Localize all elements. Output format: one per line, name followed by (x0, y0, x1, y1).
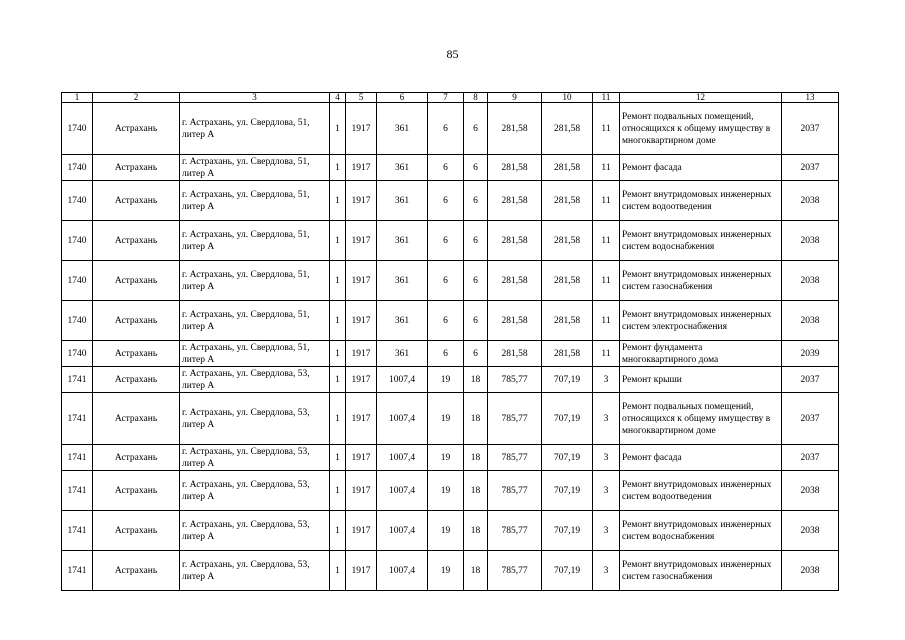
col8-cell: 6 (464, 221, 488, 261)
work-type-cell: Ремонт внутридомовых инженерных систем газоснабжения (620, 261, 782, 301)
col8-cell: 18 (464, 445, 488, 471)
year-built-cell: 1917 (346, 367, 377, 393)
col8-cell: 6 (464, 181, 488, 221)
col7-cell: 6 (428, 181, 464, 221)
col7-cell: 19 (428, 471, 464, 511)
table-row (62, 471, 839, 511)
address-cell: г. Астрахань, ул. Свердлова, 51, литер А (180, 221, 330, 261)
municipality-cell: Астрахань (93, 103, 180, 155)
address-cell: г. Астрахань, ул. Свердлова, 51, литер А (180, 155, 330, 181)
col11-cell: 3 (593, 445, 620, 471)
col9-cell: 281,58 (488, 181, 542, 221)
work-type-cell: Ремонт внутридомовых инженерных систем водоотведения (620, 471, 782, 511)
col4-cell: 1 (330, 301, 346, 341)
table-row (62, 341, 839, 367)
total-area-cell: 1007,4 (377, 471, 428, 511)
address-cell: г. Астрахань, ул. Свердлова, 51, литер А (180, 261, 330, 301)
column-number: 1 (62, 93, 93, 103)
year-built-cell: 1917 (346, 511, 377, 551)
work-type-cell: Ремонт подвальных помещений, относящихся к общему имуществу в многоквартирном доме (620, 103, 782, 155)
col8-cell: 18 (464, 393, 488, 445)
work-type-cell: Ремонт внутридомовых инженерных систем водоснабжения (620, 221, 782, 261)
planned-year-cell: 2037 (782, 103, 839, 155)
work-type-cell: Ремонт подвальных помещений, относящихся к общему имуществу в многоквартирном доме (620, 393, 782, 445)
table-row (62, 511, 839, 551)
total-area-cell: 1007,4 (377, 367, 428, 393)
municipality-cell: Астрахань (93, 261, 180, 301)
object-id-cell: 1741 (62, 393, 93, 445)
col11-cell: 3 (593, 393, 620, 445)
planned-year-cell: 2038 (782, 471, 839, 511)
work-type-cell: Ремонт фасада (620, 155, 782, 181)
col9-cell: 785,77 (488, 393, 542, 445)
total-area-cell: 361 (377, 221, 428, 261)
object-id-cell: 1740 (62, 301, 93, 341)
year-built-cell: 1917 (346, 103, 377, 155)
object-id-cell: 1741 (62, 367, 93, 393)
col9-cell: 785,77 (488, 445, 542, 471)
col10-cell: 281,58 (542, 181, 593, 221)
object-id-cell: 1740 (62, 155, 93, 181)
object-id-cell: 1741 (62, 551, 93, 591)
col4-cell: 1 (330, 155, 346, 181)
planned-year-cell: 2037 (782, 155, 839, 181)
planned-year-cell: 2037 (782, 367, 839, 393)
col9-cell: 785,77 (488, 551, 542, 591)
total-area-cell: 361 (377, 261, 428, 301)
col11-cell: 11 (593, 103, 620, 155)
year-built-cell: 1917 (346, 301, 377, 341)
object-id-cell: 1741 (62, 445, 93, 471)
object-id-cell: 1740 (62, 181, 93, 221)
col4-cell: 1 (330, 445, 346, 471)
col7-cell: 6 (428, 221, 464, 261)
col10-cell: 707,19 (542, 393, 593, 445)
col7-cell: 19 (428, 393, 464, 445)
object-id-cell: 1740 (62, 261, 93, 301)
col11-cell: 11 (593, 181, 620, 221)
col4-cell: 1 (330, 221, 346, 261)
municipality-cell: Астрахань (93, 301, 180, 341)
work-type-cell: Ремонт фундамента многоквартирного дома (620, 341, 782, 367)
col11-cell: 3 (593, 511, 620, 551)
address-cell: г. Астрахань, ул. Свердлова, 51, литер А (180, 301, 330, 341)
col9-cell: 281,58 (488, 261, 542, 301)
col8-cell: 18 (464, 511, 488, 551)
column-number: 7 (428, 93, 464, 103)
planned-year-cell: 2037 (782, 393, 839, 445)
col7-cell: 6 (428, 261, 464, 301)
column-number: 11 (593, 93, 620, 103)
column-number: 4 (330, 93, 346, 103)
col4-cell: 1 (330, 471, 346, 511)
col7-cell: 19 (428, 511, 464, 551)
table-row (62, 551, 839, 591)
column-number: 13 (782, 93, 839, 103)
table-row (62, 155, 839, 181)
year-built-cell: 1917 (346, 393, 377, 445)
column-number: 8 (464, 93, 488, 103)
col9-cell: 281,58 (488, 341, 542, 367)
col8-cell: 6 (464, 155, 488, 181)
col4-cell: 1 (330, 367, 346, 393)
address-cell: г. Астрахань, ул. Свердлова, 53, литер А (180, 445, 330, 471)
address-cell: г. Астрахань, ул. Свердлова, 53, литер А (180, 393, 330, 445)
col9-cell: 785,77 (488, 471, 542, 511)
col11-cell: 3 (593, 551, 620, 591)
col8-cell: 6 (464, 103, 488, 155)
col4-cell: 1 (330, 393, 346, 445)
object-id-cell: 1740 (62, 341, 93, 367)
col7-cell: 6 (428, 301, 464, 341)
table-row (62, 103, 839, 155)
col11-cell: 11 (593, 221, 620, 261)
planned-year-cell: 2038 (782, 301, 839, 341)
col4-cell: 1 (330, 181, 346, 221)
col8-cell: 6 (464, 341, 488, 367)
address-cell: г. Астрахань, ул. Свердлова, 51, литер А (180, 103, 330, 155)
address-cell: г. Астрахань, ул. Свердлова, 51, литер А (180, 341, 330, 367)
col7-cell: 6 (428, 155, 464, 181)
year-built-cell: 1917 (346, 155, 377, 181)
year-built-cell: 1917 (346, 261, 377, 301)
address-cell: г. Астрахань, ул. Свердлова, 53, литер А (180, 367, 330, 393)
table-row (62, 301, 839, 341)
column-number: 6 (377, 93, 428, 103)
total-area-cell: 361 (377, 103, 428, 155)
work-type-cell: Ремонт внутридомовых инженерных систем газоснабжения (620, 551, 782, 591)
table-row (62, 181, 839, 221)
col9-cell: 281,58 (488, 221, 542, 261)
table-row (62, 221, 839, 261)
col4-cell: 1 (330, 341, 346, 367)
object-id-cell: 1740 (62, 221, 93, 261)
col10-cell: 707,19 (542, 551, 593, 591)
table-row (62, 393, 839, 445)
col7-cell: 19 (428, 367, 464, 393)
municipality-cell: Астрахань (93, 367, 180, 393)
col8-cell: 18 (464, 471, 488, 511)
municipality-cell: Астрахань (93, 221, 180, 261)
col7-cell: 6 (428, 341, 464, 367)
col11-cell: 11 (593, 155, 620, 181)
table-row (62, 445, 839, 471)
municipality-cell: Астрахань (93, 511, 180, 551)
address-cell: г. Астрахань, ул. Свердлова, 51, литер А (180, 181, 330, 221)
total-area-cell: 361 (377, 341, 428, 367)
col11-cell: 11 (593, 341, 620, 367)
col10-cell: 281,58 (542, 221, 593, 261)
page-number: 85 (446, 47, 459, 61)
total-area-cell: 1007,4 (377, 445, 428, 471)
col10-cell: 281,58 (542, 301, 593, 341)
column-number: 3 (180, 93, 330, 103)
col9-cell: 785,77 (488, 367, 542, 393)
column-number: 5 (346, 93, 377, 103)
col8-cell: 6 (464, 301, 488, 341)
col9-cell: 281,58 (488, 103, 542, 155)
work-type-cell: Ремонт фасада (620, 445, 782, 471)
planned-year-cell: 2039 (782, 341, 839, 367)
total-area-cell: 1007,4 (377, 393, 428, 445)
col10-cell: 707,19 (542, 445, 593, 471)
column-number: 12 (620, 93, 782, 103)
year-built-cell: 1917 (346, 181, 377, 221)
total-area-cell: 361 (377, 181, 428, 221)
column-number: 9 (488, 93, 542, 103)
col9-cell: 281,58 (488, 155, 542, 181)
total-area-cell: 1007,4 (377, 551, 428, 591)
col7-cell: 19 (428, 551, 464, 591)
col10-cell: 281,58 (542, 341, 593, 367)
col11-cell: 3 (593, 367, 620, 393)
work-type-cell: Ремонт внутридомовых инженерных систем водоснабжения (620, 511, 782, 551)
col4-cell: 1 (330, 551, 346, 591)
column-number: 10 (542, 93, 593, 103)
col4-cell: 1 (330, 103, 346, 155)
column-number: 2 (93, 93, 180, 103)
work-type-cell: Ремонт внутридомовых инженерных систем водоотведения (620, 181, 782, 221)
table-row (62, 261, 839, 301)
col4-cell: 1 (330, 261, 346, 301)
col10-cell: 707,19 (542, 511, 593, 551)
col8-cell: 18 (464, 551, 488, 591)
object-id-cell: 1741 (62, 511, 93, 551)
col10-cell: 281,58 (542, 103, 593, 155)
year-built-cell: 1917 (346, 221, 377, 261)
register-table (61, 92, 839, 591)
municipality-cell: Астрахань (93, 155, 180, 181)
col4-cell: 1 (330, 511, 346, 551)
col7-cell: 19 (428, 445, 464, 471)
col10-cell: 707,19 (542, 367, 593, 393)
col9-cell: 281,58 (488, 301, 542, 341)
planned-year-cell: 2038 (782, 221, 839, 261)
col10-cell: 281,58 (542, 155, 593, 181)
municipality-cell: Астрахань (93, 341, 180, 367)
year-built-cell: 1917 (346, 471, 377, 511)
col11-cell: 11 (593, 301, 620, 341)
col8-cell: 6 (464, 261, 488, 301)
table-row (62, 367, 839, 393)
municipality-cell: Астрахань (93, 445, 180, 471)
planned-year-cell: 2038 (782, 181, 839, 221)
year-built-cell: 1917 (346, 341, 377, 367)
col8-cell: 18 (464, 367, 488, 393)
object-id-cell: 1741 (62, 471, 93, 511)
total-area-cell: 1007,4 (377, 511, 428, 551)
municipality-cell: Астрахань (93, 181, 180, 221)
column-number-row (62, 93, 839, 103)
object-id-cell: 1740 (62, 103, 93, 155)
total-area-cell: 361 (377, 301, 428, 341)
municipality-cell: Астрахань (93, 551, 180, 591)
col9-cell: 785,77 (488, 511, 542, 551)
col10-cell: 281,58 (542, 261, 593, 301)
address-cell: г. Астрахань, ул. Свердлова, 53, литер А (180, 511, 330, 551)
planned-year-cell: 2037 (782, 445, 839, 471)
municipality-cell: Астрахань (93, 393, 180, 445)
col11-cell: 11 (593, 261, 620, 301)
work-type-cell: Ремонт крыши (620, 367, 782, 393)
work-type-cell: Ремонт внутридомовых инженерных систем электроснабжения (620, 301, 782, 341)
planned-year-cell: 2038 (782, 261, 839, 301)
col11-cell: 3 (593, 471, 620, 511)
year-built-cell: 1917 (346, 445, 377, 471)
municipality-cell: Астрахань (93, 471, 180, 511)
planned-year-cell: 2038 (782, 511, 839, 551)
address-cell: г. Астрахань, ул. Свердлова, 53, литер А (180, 551, 330, 591)
year-built-cell: 1917 (346, 551, 377, 591)
col7-cell: 6 (428, 103, 464, 155)
total-area-cell: 361 (377, 155, 428, 181)
address-cell: г. Астрахань, ул. Свердлова, 53, литер А (180, 471, 330, 511)
col10-cell: 707,19 (542, 471, 593, 511)
planned-year-cell: 2038 (782, 551, 839, 591)
